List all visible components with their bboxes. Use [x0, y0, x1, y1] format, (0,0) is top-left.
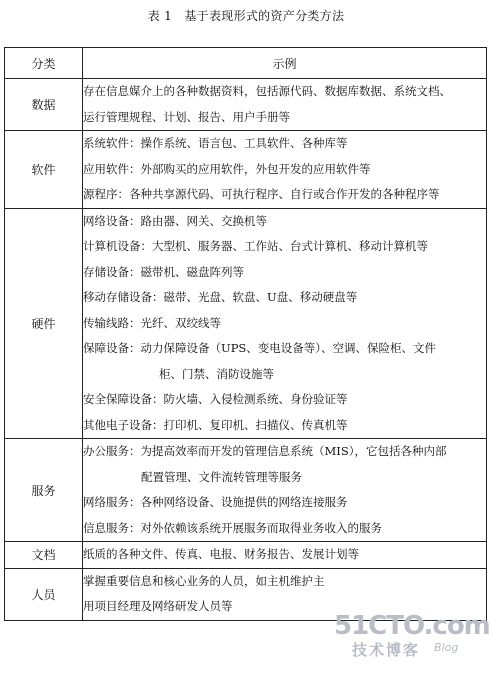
example-cell [83, 568, 487, 620]
table-row [5, 131, 487, 209]
example-line: 移动存储设备：磁带、光盘、软盘、U盘、移动硬盘等 [83, 290, 358, 304]
category-cell: 文档 [5, 542, 83, 569]
category-cell: 硬件 [5, 208, 83, 439]
example-line: 计算机设备：大型机、服务器、工作站、台式计算机、移动计算机等 [83, 239, 428, 253]
example-line-continued: 配置管理、文件流转管理等服务 [141, 469, 302, 484]
example-line: 纸质的各种文件、传真、电报、财务报告、发展计划等 [83, 547, 359, 561]
table-row [5, 79, 487, 131]
header-example: 示例 [83, 48, 487, 79]
table-row [5, 208, 487, 439]
example-line: 网络设备：路由器、网关、交换机等 [83, 213, 267, 228]
example-cell [83, 131, 487, 209]
watermark-blog: Blog [434, 641, 459, 654]
header-category: 分类 [5, 48, 83, 79]
category-cell: 人员 [5, 568, 83, 620]
example-line: 办公服务：为提高效率而开发的管理信息系统（MIS），它包括各种内部 [83, 444, 447, 458]
example-line: 掌握重要信息和核心业务的人员，如主机维护主 [83, 573, 325, 588]
example-cell [83, 208, 487, 439]
example-line: 应用软件：外部购买的应用软件，外包开发的应用软件等 [83, 161, 371, 176]
example-line: 存在信息媒介上的各种数据资料，包括源代码、数据库数据、系统文档、 [83, 84, 451, 98]
example-line: 系统软件：操作系统、语言包、工具软件、各种库等 [83, 136, 348, 150]
example-cell [83, 79, 487, 131]
watermark-site: 51CTO.com [334, 611, 490, 641]
example-line: 网络服务：各种网络设备、设施提供的网络连接服务 [83, 495, 348, 509]
example-line-continued: 柜、门禁、消防设施等 [159, 366, 274, 381]
table-caption: 表 1 基于表现形式的资产分类方法 [147, 9, 345, 23]
category-cell: 数据 [5, 79, 83, 131]
table-header-row [5, 48, 487, 79]
example-line: 其他电子设备：打印机、复印机、扫描仪、传真机等 [83, 417, 348, 432]
example-line: 保障设备：动力保障设备（UPS、变电设备等）、空调、保险柜、文件 [83, 341, 437, 355]
example-line: 源程序：各种共享源代码、可执行程序、自行或合作开发的各种程序等 [83, 187, 440, 201]
table-row [5, 439, 487, 542]
asset-classification-table [4, 47, 487, 621]
example-line: 安全保障设备：防火墙、入侵检测系统、身份验证等 [83, 392, 348, 406]
example-line: 信息服务：对外依赖该系统开展服务而取得业务收入的服务 [83, 520, 382, 535]
example-line: 运行管理规程、计划、报告、用户手册等 [83, 109, 290, 124]
example-cell [83, 542, 487, 569]
example-line: 传输线路：光纤、双绞线等 [83, 315, 221, 330]
example-line: 存储设备：磁带机、磁盘阵列等 [83, 264, 244, 279]
example-cell [83, 439, 487, 542]
watermark-tagline: 技术博客 [352, 641, 421, 659]
table-row [5, 568, 487, 620]
category-cell: 软件 [5, 131, 83, 209]
example-line: 用项目经理及网络研发人员等 [83, 599, 233, 613]
table-row [5, 542, 487, 569]
category-cell: 服务 [5, 439, 83, 542]
